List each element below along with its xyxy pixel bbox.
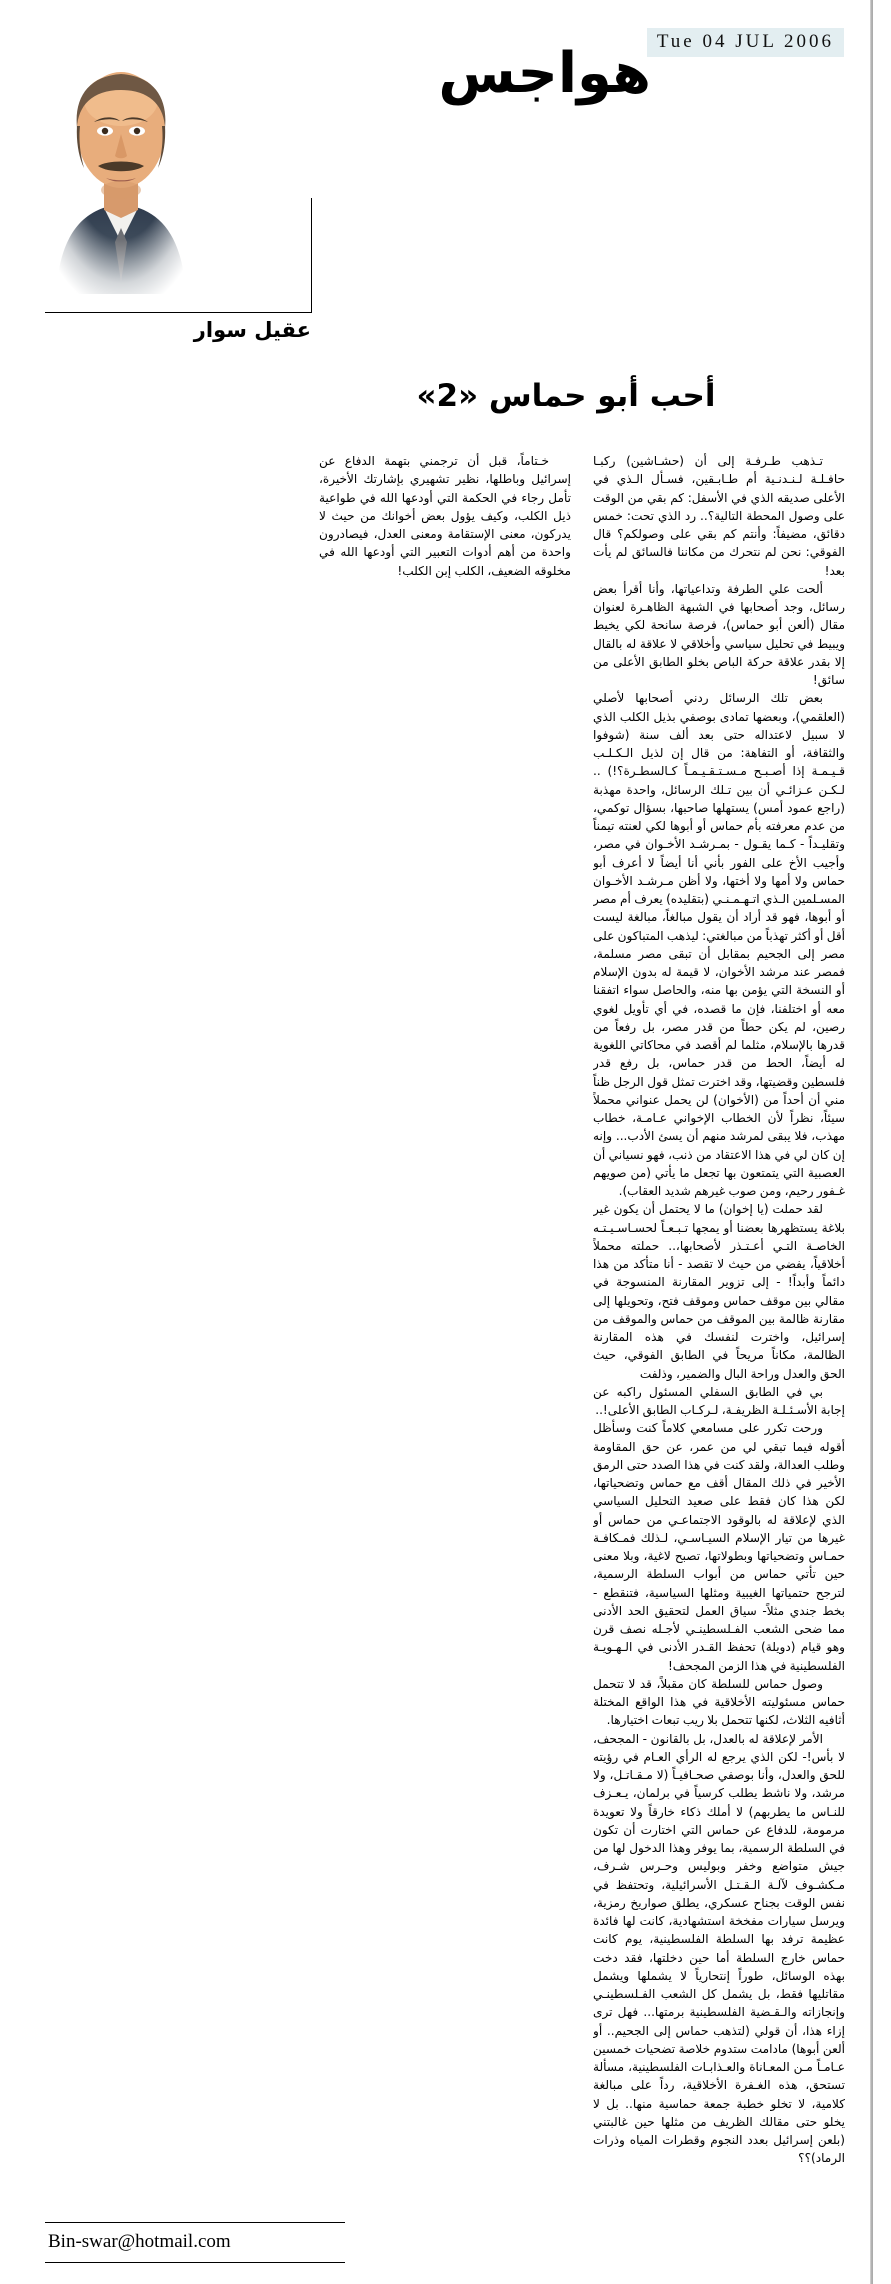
- article-paragraph: بي في الطابق السفلي المسئول راكبه عن إجابة الأسـئـلـة الظريفـة، لـركـاب الطابق الأعلى!..: [593, 1384, 845, 1417]
- article-paragraph: خـتاماً، قبل أن ترجمني بتهمة الدفاع عن إسرائيل وباطلها، نظير تشهيري بإشارتك الأخيرة، تأمل رجاء في الحكمة التي أودعها الله في طواعية ذيل الكلب، وكيف يؤول بعض أخوانك من حيث لا يدركون، معنى الإستقامة ومعنى العدل، فيصادرون واحدة من أهم أدوات التعبير التي أودعها الله في مخلوقه الضعيف، الكلب إبن الكلب!: [319, 454, 571, 578]
- author-byline: عقيل سوار: [193, 318, 311, 342]
- footer-bottom-rule: [45, 2262, 345, 2263]
- byline-top-rule: [45, 312, 311, 313]
- article-body: [45, 452, 845, 2214]
- article-title: أحب أبو حماس «2»: [416, 378, 716, 414]
- author-portrait: [46, 32, 196, 294]
- article-paragraph: الأمر لإعلاقة له بالعدل، بل بالقانون - المجحف، لا بأس!- لكن الذي يرجع له الرأي العـام في رؤيته للحق والعدل، وأنا بوصفي صحـافيـاً (لا مـقـاتـل، ولا مرشد، ولا ناشط يطلب كرسياً في برلمان، يـعـزف للنـاس ما يطربهم) لا أملك ذكاء خارقاً ولا تعويدة مرمومة، للدفاع عن حماس التي اختارت أن تكون في السلطة الرسمية، بما يوفر وهذا الدخول لها من جيش متواضع وخفر وبوليس وحـرس شـرف، مـكشـوف لآلـة الـقـتـل الأسرائيلية، وتحتفظ في نفس الوقت بجناح عسكري، يطلق صواريخ رمزية، ويرسل سيارات مفخخة استشهادية، كانت لها فائدة عظيمة ترفد بها السلطة الفلسطينية، يوم كانت حماس خارج السلطة أما حين دخلتها، فقد دخت بهذه الوسائل، طوراً إنتحارياً لا يشملها ويشمل مقاتليها فقط، بل يشمل كل الشعب الفـلسطينـي وإنجازاته والـقـضية الفلسطينية برمتها... فهل ترى إزاء هذا، أن قولي (لتذهب حماس إلى الجحيم.. أو ألعن أبوها) مادامت ستدوم خلاصة تضحيات خمسين عـامـاً مـن المعـاناة والعـذابـات الفلسطينية، مسألة تستحق، هذه الغـفرة الأخلاقية، رداً على مبالغة كلامية، لا تخلو خطبة جمعة حماسية منها.. بل لا يخلو حتى مقالك الظريف من مثلها حين غالبتني (بلعن إسرائيل بعدد النجوم وقطرات المياه وذرات الرماد)؟؟: [593, 1731, 845, 2166]
- masthead: [0, 0, 891, 342]
- page-gutter-rule: [870, 0, 873, 2284]
- author-email-link[interactable]: Bin-swar@hotmail.com: [48, 2231, 231, 2252]
- date-badge: Tue 04 JUL 2006: [647, 28, 844, 57]
- article-paragraph: بعض تلك الرسائل ردني أصحابها لأصلي (العلقمي)، وبعضها تمادى بوصفي بذيل الكلب الذي لا سبيل لاعتداله حتى بعد ألف سنة (شوفوا والثقافة، أو التفاهة: من قال إن لذيل الـكـلـب قـيـمـة إذا أصـبـح مـسـتـقـيـمـاً كـالسطـرة؟!) .. لـكـن عـزائـي أن بين تـلك الرسائل، واحدة مهذبة (راجع عمود أمس) يستهلها صاحبها، بسؤال توكمي، من عدم معرفته بأم حماس أو أبوها لكي لعنته تيمناً وتقليـداً - كـما يقـول - بمـرشـد الأخـوان في مصر، وأجيب الأخ على الفور بأني أنا أيضاً لا أعرف أبو حماس ولا أمها ولا أختها، ولا أظن مـرشـد الأخـوان المسـلمين الـذي اتـهـمـنـي (بتقليده) يعرف أم مصر أو أبوها، فهو قد أراد أن يقول مبالغاً، مبالغة ليست أقل أو أكثر تهذباً من مبالغتي: ليذهب المتباكون على مصر إلى الجحيم بمقابل أن تبقى مصر مسلمة، فمصر عند مرشد الأخوان، لا قيمة له بدون الإسلام أو النسخة التي يؤمن بها منه، والحاصل سواء اتفقنا معه أو اختلفنا، فإن ما قصده، في أي تأويل لغوي رصين، لم يكن حطاً من قدر مصر، بل رفعاً من قدرها بالإسلام، مثلما لم أقصد في محاكاتي اللغوية له أيضاً، الحط من قدر حماس، بل رفع قدر فلسطين وقضيتها، وقد اخترت تمثل قول الرجل ظناً مني أن أحداً من (الأخوان) لن يحمل عنواني محملاً سيئاً، نظراً لأن الخطاب الإخواني عـامـة، خطاب مهذب، فلا يبقى لمرشد منهم أن يسئ الأدب... وإنه إن كان لي في هذا الاعتقاد من ذنب، فهو نسياني أن العصبية التي يتمتعون بها تجعل ما يأتي (من صويهم غـفور رحيم، ومن صوب غيرهم شديد العقاب).: [593, 691, 845, 1198]
- article-paragraph: وصول حماس للسلطة كان مقبلاً، قد لا تتحمل حماس مسئوليته الأخلاقية في هذا الواقع المختلة أثافيه الثلاث، لكنها تتحمل بلا ريب تبعات اختيارها.: [593, 1676, 845, 1728]
- article-columns: [45, 452, 845, 2214]
- article-paragraph: لقد حملت (يا إخوان) ما لا يحتمل أن يكون غير بلاغة يستظهرها بعضنا أو يمجها تـبـعـاً لحسـاسـيـتـه الخاصـة التـي أعـتـذر لأصحابها،.. حملته محملاً أخلاقياً، يفضي من حيث لا تقصد - أنا متأكد من هذا دائماً وأبداً! - إلى تزوير المقارنة المنسوجة في مقالي بين موقف حماس وموقف فتح، وتحويلها إلى مقارنة ظالمة بين الموقف من حماس والموقف من إسرائيل، واخترت لنفسك في هذه المقارنة الظالمة، مكاناً مريحاً في الطابق الفوقي، حيث الحق والعدل وراحة البال والضمير، وذلفت: [593, 1202, 845, 1381]
- article-paragraph: تـذهب طـرفـة إلى أن (حشـاشين) ركبـا حافـلـة لـنـدنـية أم طـابـقين، فسـأل الـذي في الأعلى صديقه الذي في الأسفل: كم بقي من الوقت على وصول المحطة التالية؟.. رد الذي تحت: خمس دقائق، مضيفاً: وأنتم كم بقي على وصولكم؟ قال الفوقي: نحن لم نتحرك من مكاننا فالسائق لم يأت بعد!: [593, 454, 845, 578]
- header-vertical-rule: [311, 198, 312, 313]
- article-column-left: [45, 452, 297, 2214]
- article-paragraph: ألحت علي الطرفة وتداعياتها، وأنا أقرأ بعض رسائل، وجد أصحابها في الشبهة الظاهـرة لعنوان مقال (ألعن أبو حماس)، فرصة سانحة لكي يخيط ويبيط في تحليل سياسي وأخلاقي لا علاقة له بالقال إلا بقدر علاقة حركة الباص بخلو الطابق الأعلى من سائق!: [593, 581, 845, 687]
- article-paragraph: ورحت تكرر على مسامعي كلاماً كنت وسأظل أقوله فيما تبقي لي من عمر، عن حق المقاومة وطلب العدالة، ولقد كنت في هذا الصدد حتى الرمق الأخير في ذلك المقال أقف مع حماس وتضحياتها، لكن هذا كان فقط على صعيد التحليل السياسي الذي لإعلاقة له بالوقود الاجتماعـي من حماس أو غيرها من تيار الإسلام السيـاسـي، لـذلك فمـكافـة حمـاس وتضحياتها وبطولاتها، تصبح لاغية، وبلا معنى حين تأتي حماس من أبواب السلطة الرسمية، لترجح حتمياتها الغيبية ومثلها السياسية، فتنقطع - بخط جندي مثلاً- سياق العمل لتحقيق الحد الأدنى مما ضحى الشعب الفـلسطينـي لأجـله نصف قرن وهو قيام (دويلة) تحفظ القـدر الأدنى في الـهـويـة الفلسطينية في هذا الزمن المجحف!: [593, 1421, 845, 1673]
- article-column-right: [593, 452, 845, 2214]
- masthead-title: هواجس: [438, 41, 651, 106]
- footer-top-rule: [45, 2222, 345, 2223]
- article-column-middle: [319, 452, 571, 2214]
